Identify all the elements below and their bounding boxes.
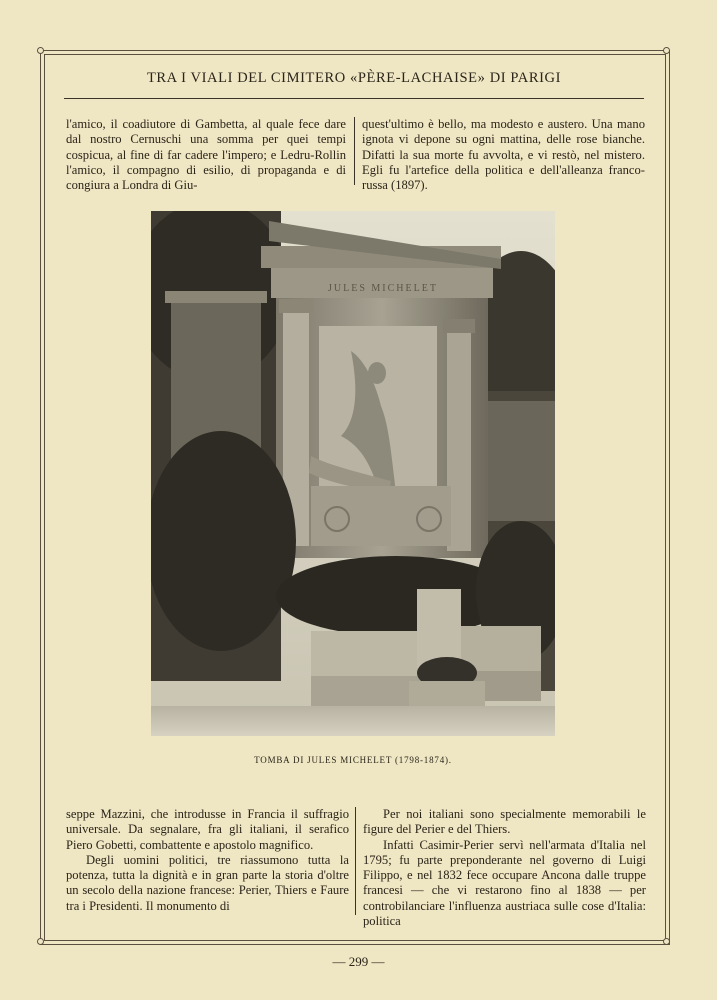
paragraph: l'amico, il coadiutore di Gambetta, al quale fece dare dal nostro Cernuschi una somma per quei tempi cospicua, al fine di far cadere l'impero; e Ledru-Rollin l'amico, il compagno di esilio, di propaganda e di congiura a Londra di Giu-: [66, 117, 346, 193]
paragraph: seppe Mazzini, che introdusse in Francia il suffragio universale. Da segnalare, fra gli italiani, il serafico Piero Gobetti, combattente e apostolo magnifico.: [66, 807, 349, 852]
inscription-text: JULES MICHELET: [328, 283, 438, 294]
column-divider: [354, 117, 355, 185]
corner-ornament: [663, 47, 670, 54]
bottom-left-column: [66, 807, 349, 914]
corner-ornament: [663, 938, 670, 945]
top-right-column: [362, 117, 645, 193]
column-divider: [355, 807, 356, 915]
paragraph: quest'ultimo è bello, ma modesto e austero. Una mano ignota vi depone su ogni mattina, delle rose bianche. Difatti la sua morte fu avvolta, e vi restò, nel mistero. Egli fu l'artefice della politica e dell'alleanza franco-russa (1897).: [362, 117, 645, 193]
paragraph: Infatti Casimir-Perier servì nell'armata d'Italia nel 1795; fu parte preponderante nel governo di Luigi Filippo, e nel 1832 fece occupare Ancona dalle truppe francesi — che vi restarono fino al 1838 — per controbilanciare l'influenza austriaca sulle cose d'Italia: politica: [363, 837, 646, 929]
corner-ornament: [37, 47, 44, 54]
paragraph: Per noi italiani sono specialmente memorabili le figure del Perier e del Thiers.: [363, 807, 646, 837]
running-header: TRA I VIALI DEL CIMITERO «PÈRE-LACHAISE» DI PARIGI: [146, 70, 562, 86]
bottom-right-column: [363, 807, 646, 929]
corner-ornament: [37, 938, 44, 945]
tomb-photograph: [151, 211, 555, 736]
top-left-column: [66, 117, 346, 193]
page-number: — 299 —: [332, 954, 385, 969]
paragraph: Degli uomini politici, tre riassumono tutta la potenza, tutta la dignità e in gran parte la storia d'oltre un secolo della nazione francese: Perier, Thiers e Faure tra i Presidenti. Il monumento di: [66, 852, 349, 913]
header-rule: [64, 98, 644, 99]
photo-caption: TOMBA DI JULES MICHELET (1798-1874).: [254, 755, 452, 765]
